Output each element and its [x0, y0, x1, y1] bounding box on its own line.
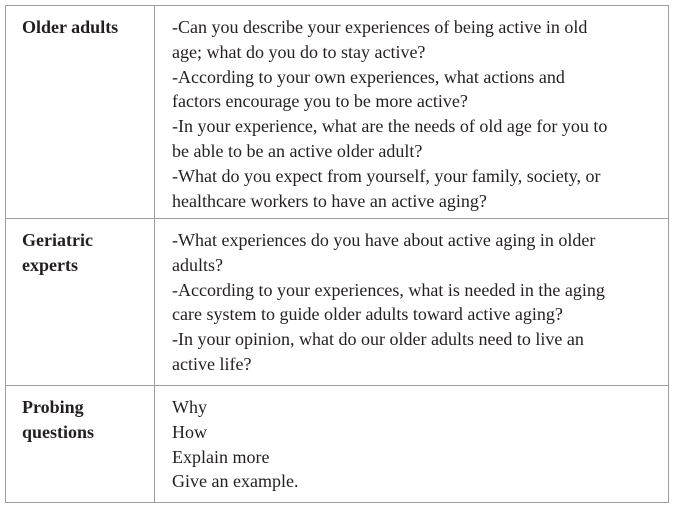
- question-line: care system to guide older adults toward active aging?: [172, 304, 563, 325]
- question-line: Why: [172, 397, 207, 417]
- questions-cell: [155, 386, 669, 503]
- table-row-older-adults: [6, 6, 669, 219]
- table-row-geriatric-experts: [6, 219, 669, 386]
- questions-cell: [155, 219, 669, 386]
- question-line: age; what do you do to stay active?: [172, 41, 426, 62]
- question-line: -In your opinion, what do our older adults need to live an: [172, 329, 584, 350]
- question-line: healthcare workers to have an active aging?: [172, 190, 487, 211]
- question-line: -According to your experiences, what is needed in the aging: [172, 279, 605, 300]
- question-line: Explain more: [172, 446, 270, 467]
- question-line: -What do you expect from yourself, your family, society, or: [172, 165, 601, 186]
- question-line: factors encourage you to be more active?: [172, 91, 468, 112]
- row-label: Older adults: [22, 17, 119, 37]
- questions-cell: [155, 6, 669, 219]
- row-label-cell: [6, 219, 155, 386]
- question-line: -In your experience, what are the needs of old age for you to: [172, 116, 608, 137]
- row-label: experts: [22, 254, 78, 275]
- question-line: -Can you describe your experiences of being active in old: [172, 17, 588, 37]
- question-line: How: [172, 421, 207, 442]
- row-label-cell: [6, 6, 155, 219]
- row-label: Geriatric: [22, 230, 93, 250]
- table-row-probing-questions: [6, 386, 669, 503]
- question-line: -What experiences do you have about active aging in older: [172, 230, 596, 250]
- interview-questions-table: [5, 5, 669, 503]
- row-label-cell: [6, 386, 155, 503]
- question-line: active life?: [172, 353, 252, 374]
- question-line: adults?: [172, 254, 223, 275]
- question-line: Give an example.: [172, 471, 299, 492]
- row-label: Probing: [22, 397, 84, 417]
- question-line: be able to be an active older adult?: [172, 140, 423, 161]
- question-line: -According to your own experiences, what actions and: [172, 66, 565, 87]
- row-label: questions: [22, 421, 95, 442]
